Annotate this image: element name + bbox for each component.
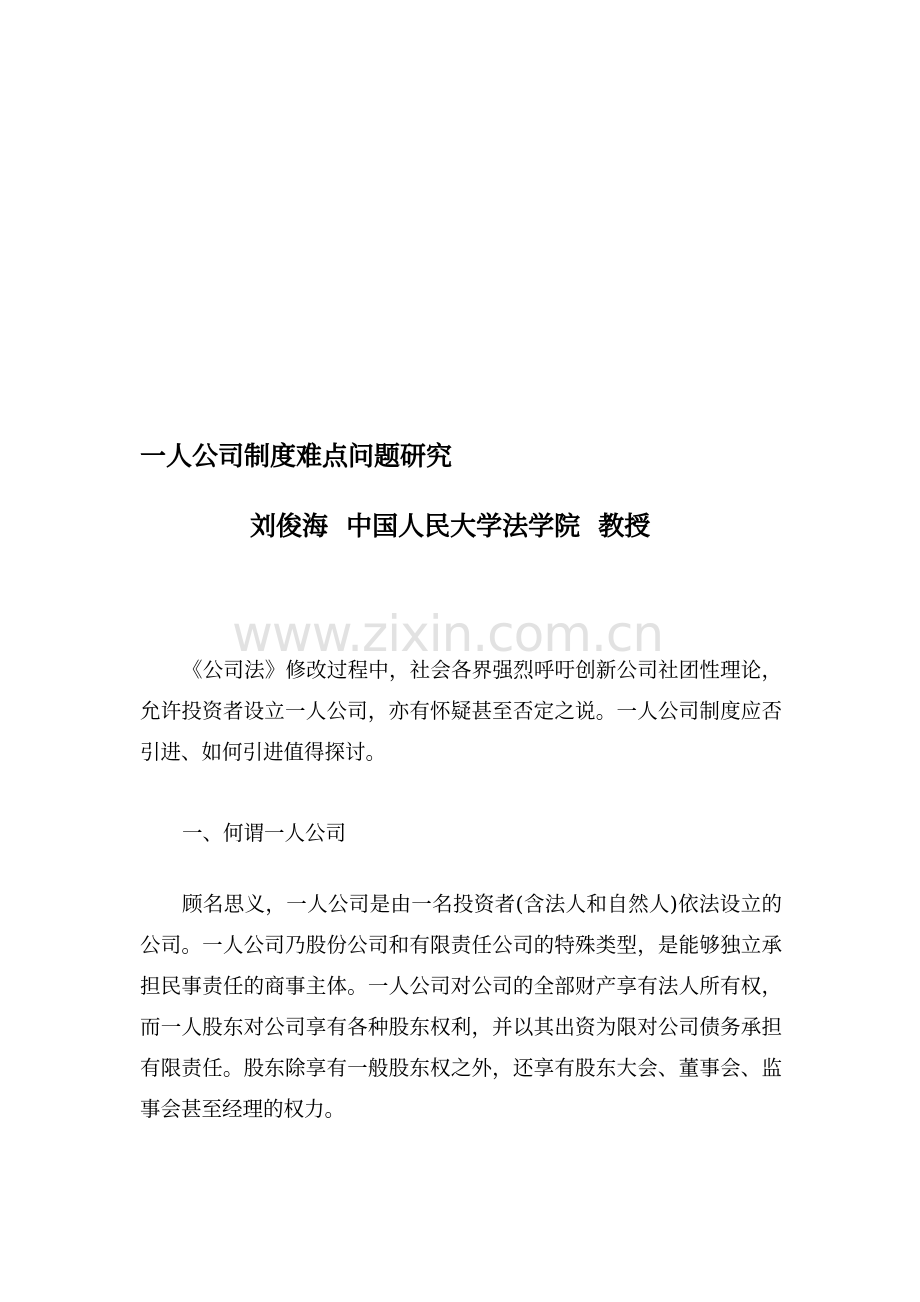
section-paragraph: 顾名思义，一人公司是由一名投资者(含法人和自然人)依法设立的公司。一人公司乃股份公司和有限责任公司的特殊类型，是能够独立承担民事责任的商事主体。一人公司对公司的全部财产享有法人所有权，而一人股东对公司享有各种股东权利，并以其出资为限对公司债务承担有限责任。股东除享有一般股东权之外，还享有股东大会、董事会、监事会甚至经理的权力。: [140, 892, 782, 1121]
author-line: 刘俊海 中国人民大学法学院 教授: [250, 512, 651, 542]
watermark: www.zixin.com.cn: [232, 605, 664, 663]
intro-paragraph: 《公司法》修改过程中，社会各界强烈呼吁创新公司社团性理论，允许投资者设立一人公司，亦有怀疑甚至否定之说。一人公司制度应否引进、如何引进值得探讨。: [140, 658, 782, 764]
section-heading: 一、何谓一人公司: [182, 821, 346, 845]
document-title: 一人公司制度难点问题研究: [140, 442, 453, 472]
